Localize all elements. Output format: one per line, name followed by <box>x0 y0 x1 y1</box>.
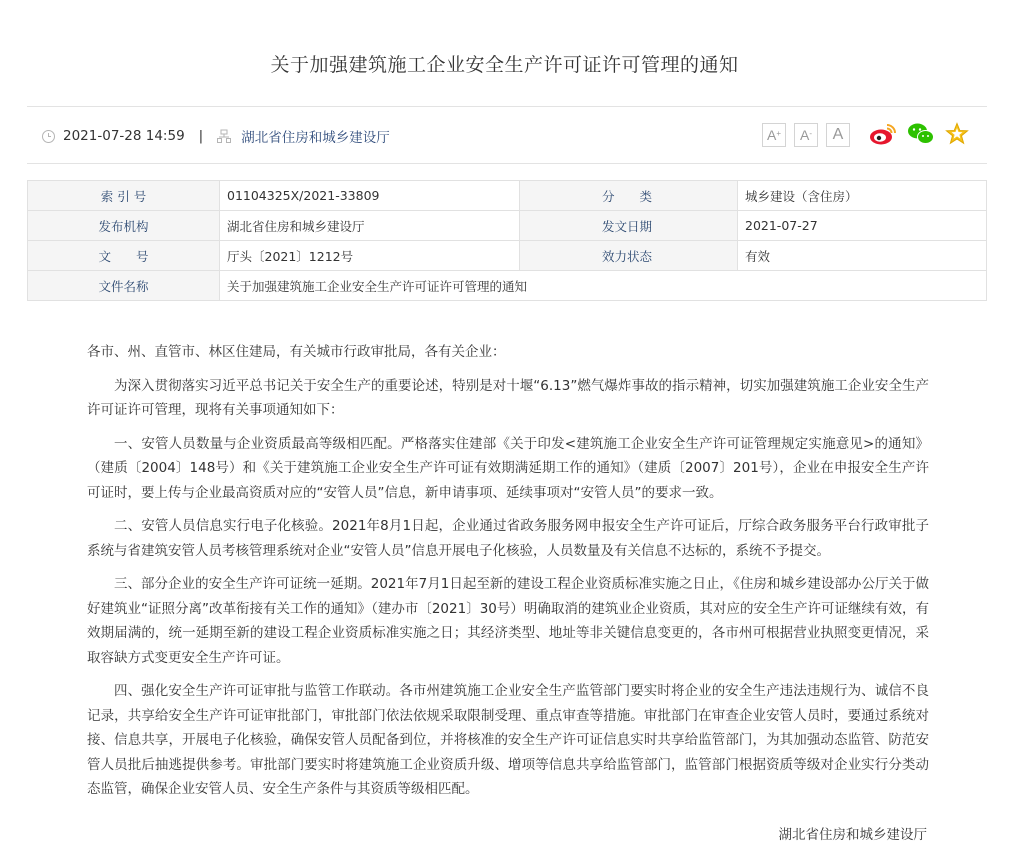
index-no-value: 01104325X/2021-33809 <box>220 181 520 211</box>
organization-icon <box>217 129 231 143</box>
weibo-icon[interactable] <box>869 122 897 146</box>
category-label: 分 类 <box>520 181 738 211</box>
document-body <box>87 340 929 811</box>
publish-datetime: 2021-07-28 14:59 <box>63 128 185 144</box>
font-medium-button[interactable]: A - <box>794 123 818 147</box>
status-label: 效力状态 <box>520 241 738 271</box>
font-default-button[interactable]: A <box>826 123 850 147</box>
category-value: 城乡建设（含住房） <box>738 181 987 211</box>
page-title: 关于加强建筑施工企业安全生产许可证许可管理的通知 <box>270 54 739 76</box>
signature: 湖北省住房和城乡建设厅 <box>778 827 927 843</box>
issuer-value: 湖北省住房和城乡建设厅 <box>220 211 520 241</box>
paragraph-4: 四、强化安全生产许可证审批与监管工作联动。各市州建筑施工企业安全生产监管部门要实时将企业的安全生产违法违规行为、诚信不良记录，共享给安全生产许可证审批部门，审批部门依法依规采取限制受理、重点审查等措施。审批部门在审查企业安管人员时，要通过系统对接、信息共享，开展电子化核验，确保安管人员配备到位，并将核准的安全生产许可证信息实时共享给监管部门，为其加强动态监管、防范安管人员批后抽逃提供参考。审批部门要实时将建筑施工企业资质升级、增项等信息共享给监管部门，监管部门根据资质等级对企业实行分类动态监管，确保企业安管人员、安全生产条件与其资质等级相匹配。 <box>87 683 929 797</box>
issue-date-label: 发文日期 <box>520 211 738 241</box>
issue-date-value: 2021-07-27 <box>738 211 987 241</box>
share-bar <box>869 122 979 146</box>
doc-name-value: 关于加强建筑施工企业安全生产许可证许可管理的通知 <box>220 271 987 301</box>
table-row <box>28 241 987 271</box>
table-row <box>28 181 987 211</box>
doc-name-label: 文件名称 <box>28 271 220 301</box>
paragraph-3: 三、部分企业的安全生产许可证统一延期。2021年7月1日起至新的建设工程企业资质标准实施之日止，《住房和城乡建设部办公厅关于做好建筑业“证照分离”改革衔接有关工作的通知》（建办市〔2021〕30号）明确取消的建筑业企业资质，其对应的安全生产许可证继续有效，有效期届满的，统一延期至新的建设工程企业资质标准实施之日；其经济类型、地址等非关键信息变更的，各市州可根据营业执照变更情况，采取容缺方式变更安全生产许可证。 <box>87 576 929 666</box>
font-large-button[interactable]: A + <box>762 123 786 147</box>
publisher-org: 湖北省住房和城乡建设厅 <box>241 130 390 146</box>
doc-no-value: 厅头〔2021〕1212号 <box>220 241 520 271</box>
issuer-label: 发布机构 <box>28 211 220 241</box>
document-info-table <box>27 180 987 301</box>
status-value: 有效 <box>738 241 987 271</box>
divider-top <box>27 106 987 107</box>
clock-icon <box>42 130 55 143</box>
paragraph-2: 二、安管人员信息实行电子化核验。2021年8月1日起，企业通过省政务服务网申报安全生产许可证后，厅综合政务服务平台行政审批子系统与省建筑安管人员考核管理系统对企业“安管人员”信息开展电子化核验，人员数量及有关信息不达标的，系统不予提交。 <box>87 518 929 559</box>
paragraph-intro: 为深入贯彻落实习近平总书记关于安全生产的重要论述，特别是对十堰“6.13”燃气爆炸事故的指示精神，切实加强建筑施工企业安全生产许可证许可管理，现将有关事项通知如下： <box>87 377 929 418</box>
meta-separator: | <box>198 128 204 144</box>
divider-meta <box>27 163 987 164</box>
meta-bar <box>42 126 390 146</box>
paragraph-1: 一、安管人员数量与企业资质最高等级相匹配。严格落实住建部《关于印发<建筑施工企业安全生产许可证管理规定实施意见>的通知》（建质〔2004〕148号）和《关于建筑施工企业安全生产许可证有效期满延期工作的通知》（建质〔2007〕201号），企业在申报安全生产许可证时，要上传与企业最高资质对应的“安管人员”信息，新申请事项、延续事项对“安管人员”的要求一致。 <box>87 435 929 501</box>
wechat-icon[interactable] <box>907 122 935 146</box>
salutation: 各市、州、直管市、林区住建局，有关城市行政审批局，各有关企业： <box>87 344 506 360</box>
table-row <box>28 211 987 241</box>
index-no-label: 索 引 号 <box>28 181 220 211</box>
font-size-controls <box>762 123 858 147</box>
table-row <box>28 271 987 301</box>
favorite-star-icon[interactable] <box>945 122 969 146</box>
doc-no-label: 文 号 <box>28 241 220 271</box>
